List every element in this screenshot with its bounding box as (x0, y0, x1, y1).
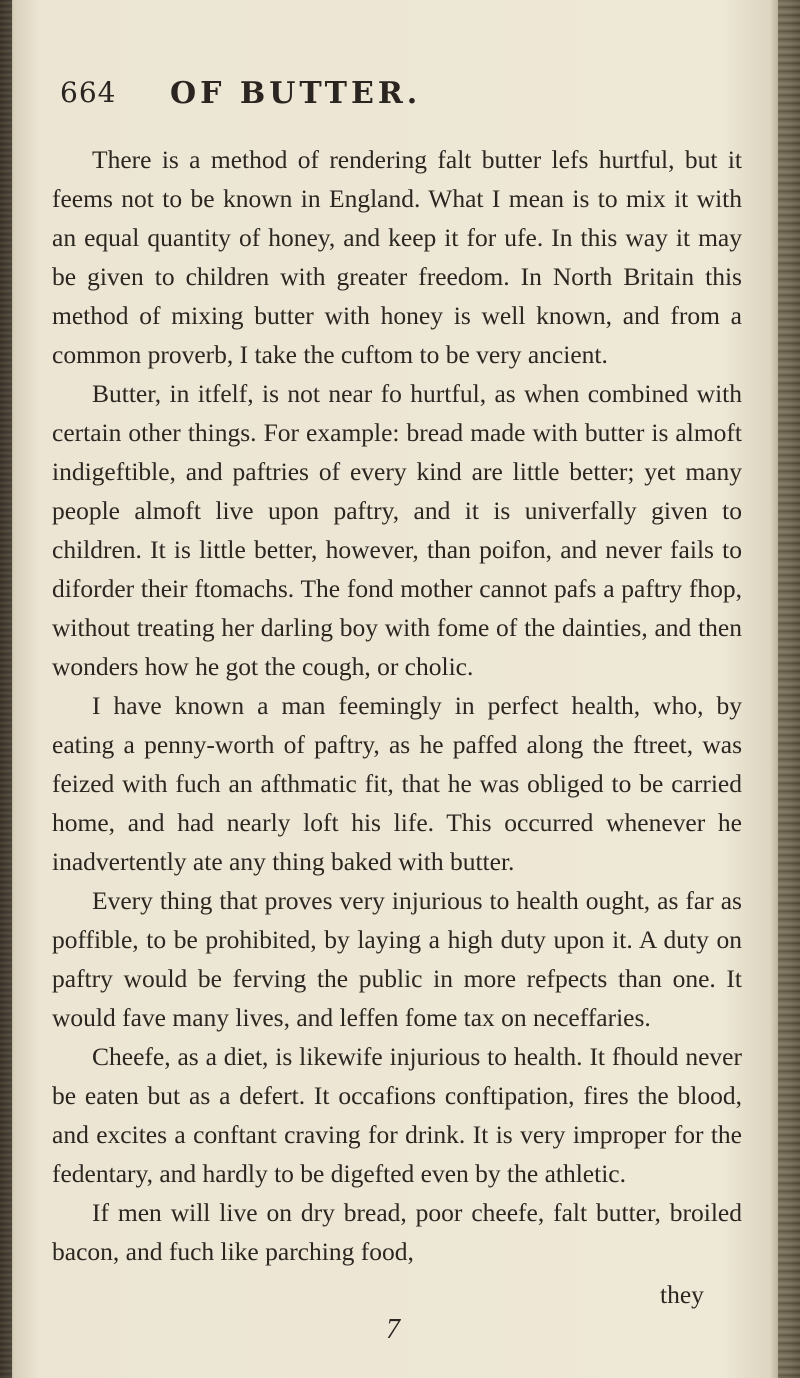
page-number: 664 (60, 76, 117, 109)
catchword: they (660, 1280, 704, 1309)
paragraph: If men will live on dry bread, poor cheefe, falt butter, broiled bacon, and fuch like parching food, (52, 1198, 742, 1266)
paragraph: Butter, in itfelf, is not near fo hurtful, as when combined with certain other things. For example: bread made with butter is almoft indigeftible, and paftries of every kind are little better; yet many people almoft live upon paftry, and it is univerfally given to children. It is little better, however, than poifon, and never fails to diforder their ftomachs. The fond mother cannot pafs a paftry fhop, without treating her darling boy with fome of the dainties, and then wonders how he got the cough, or cholic. (52, 379, 742, 681)
page-edge (778, 0, 800, 1378)
paragraph: Cheefe, as a diet, is likewife injurious to health. It fhould never be eaten but as a defert. It occafions conftipation, fires the blood, and excites a conftant craving for drink. It is very improper for the fedentary, and hardly to be digefted even by the athletic. (52, 1042, 742, 1188)
paragraph: Every thing that proves very injurious to health ought, as far as poffible, to be prohibited, by laying a high duty upon it. A duty on paftry would be ferving the public in more refpects than one. It would fave many lives, and leffen fome tax on neceffaries. (52, 886, 742, 1032)
binding-gutter (0, 0, 12, 1378)
paragraph: There is a method of rendering falt butter lefs hurtful, but it feems not to be known in England. What I mean is to mix it with an equal quantity of honey, and keep it for ufe. In this way it may be given to children with greater freedom. In North Britain this method of mixing butter with honey is well known, and from a common proverb, I take the cuftom to be very ancient. (52, 145, 742, 369)
signature-mark: 7 (386, 1314, 400, 1345)
running-head: OF BUTTER. (170, 76, 422, 111)
body-text (52, 140, 742, 1271)
paragraph: I have known a man feemingly in perfect health, who, by eating a penny-worth of paftry, as he paffed along the ftreet, was feized with fuch an afthmatic fit, that he was obliged to be carried home, and had nearly loft his life. This occurred whenever he inadvertently ate any thing baked with butter. (52, 691, 742, 876)
page-header (60, 76, 740, 122)
